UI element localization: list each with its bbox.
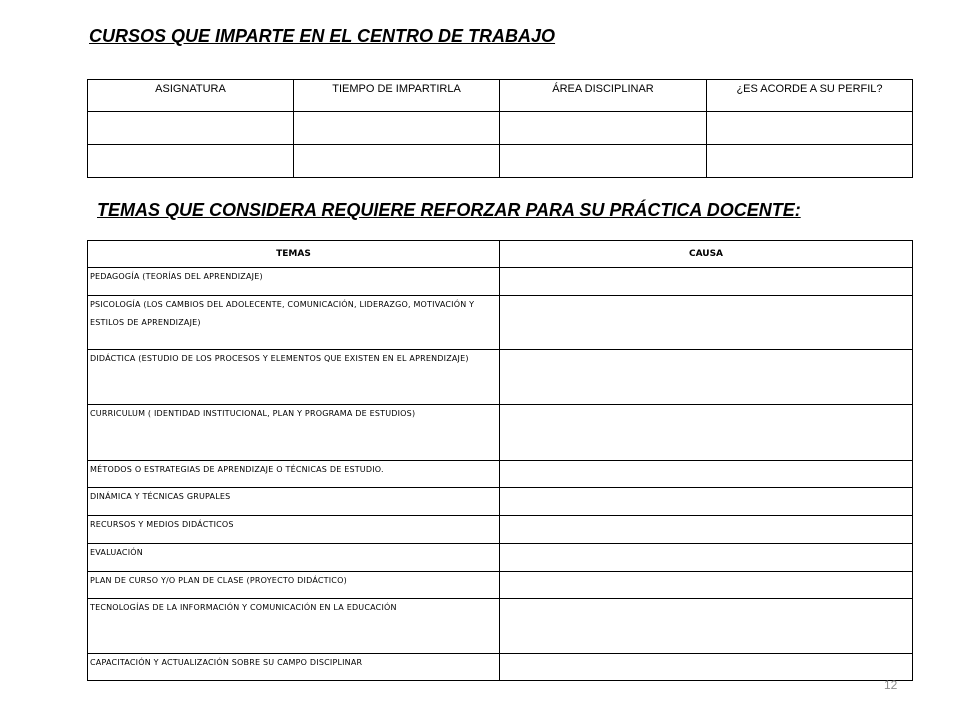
tiempo-cell[interactable] <box>294 112 500 145</box>
tema-cell: PSICOLOGÍA (LOS CAMBIOS DEL ADOLECENTE, COMUNICACIÓN, LIDERAZGO, MOTIVACIÓN Y ESTILOS DE APRENDIZAJE) <box>88 296 500 350</box>
table-row <box>88 461 913 488</box>
tema-cell: TECNOLOGÍAS DE LA INFORMACIÓN Y COMUNICACIÓN EN LA EDUCACIÓN <box>88 599 500 654</box>
causa-cell[interactable] <box>500 544 913 572</box>
temas-header-row <box>88 241 913 268</box>
page-number: 12 <box>884 678 898 692</box>
table-row <box>88 599 913 654</box>
tema-cell: CURRICULUM ( IDENTIDAD INSTITUCIONAL, PLAN Y PROGRAMA DE ESTUDIOS) <box>88 405 500 461</box>
asignatura-cell[interactable] <box>88 112 294 145</box>
table-row <box>88 268 913 296</box>
tiempo-cell[interactable] <box>294 145 500 178</box>
tema-cell: PEDAGOGÍA (TEORÍAS DEL APRENDIZAJE) <box>88 268 500 296</box>
asignatura-cell[interactable] <box>88 145 294 178</box>
col-header-area: ÁREA DISCIPLINAR <box>500 80 707 112</box>
causa-cell[interactable] <box>500 350 913 405</box>
tema-cell: PLAN DE CURSO Y/O PLAN DE CLASE (PROYECTO DIDÁCTICO) <box>88 572 500 599</box>
tema-cell: DIDÁCTICA (ESTUDIO DE LOS PROCESOS Y ELEMENTOS QUE EXISTEN EN EL APRENDIZAJE) <box>88 350 500 405</box>
area-cell[interactable] <box>500 145 707 178</box>
temas-heading: TEMAS QUE CONSIDERA REQUIERE REFORZAR PARA SU PRÁCTICA DOCENTE: <box>97 200 801 220</box>
col-header-temas: TEMAS <box>88 241 500 268</box>
table-row <box>88 296 913 350</box>
col-header-tiempo: TIEMPO DE IMPARTIRLA <box>294 80 500 112</box>
temas-table <box>87 240 913 681</box>
col-header-causa: CAUSA <box>500 241 913 268</box>
tema-cell: MÉTODOS O ESTRATEGIAS DE APRENDIZAJE O TÉCNICAS DE ESTUDIO. <box>88 461 500 488</box>
table-row <box>88 112 913 145</box>
table-row <box>88 350 913 405</box>
col-header-perfil: ¿ES ACORDE A SU PERFIL? <box>707 80 913 112</box>
tema-cell: EVALUACIÓN <box>88 544 500 572</box>
table-row <box>88 572 913 599</box>
causa-cell[interactable] <box>500 405 913 461</box>
table-row <box>88 405 913 461</box>
causa-cell[interactable] <box>500 654 913 681</box>
tema-cell: DINÁMICA Y TÉCNICAS GRUPALES <box>88 488 500 516</box>
causa-cell[interactable] <box>500 572 913 599</box>
table-row <box>88 488 913 516</box>
cursos-header-row <box>88 80 913 112</box>
causa-cell[interactable] <box>500 296 913 350</box>
tema-cell: CAPACITACIÓN Y ACTUALIZACIÓN SOBRE SU CAMPO DISCIPLINAR <box>88 654 500 681</box>
table-row <box>88 654 913 681</box>
col-header-asignatura: ASIGNATURA <box>88 80 294 112</box>
causa-cell[interactable] <box>500 488 913 516</box>
causa-cell[interactable] <box>500 599 913 654</box>
cursos-heading: CURSOS QUE IMPARTE EN EL CENTRO DE TRABAJO <box>89 26 556 46</box>
table-row <box>88 544 913 572</box>
area-cell[interactable] <box>500 112 707 145</box>
cursos-table <box>87 79 913 178</box>
tema-cell: RECURSOS Y MEDIOS DIDÁCTICOS <box>88 516 500 544</box>
perfil-cell[interactable] <box>707 112 913 145</box>
causa-cell[interactable] <box>500 516 913 544</box>
perfil-cell[interactable] <box>707 145 913 178</box>
table-row <box>88 516 913 544</box>
table-row <box>88 145 913 178</box>
causa-cell[interactable] <box>500 268 913 296</box>
causa-cell[interactable] <box>500 461 913 488</box>
